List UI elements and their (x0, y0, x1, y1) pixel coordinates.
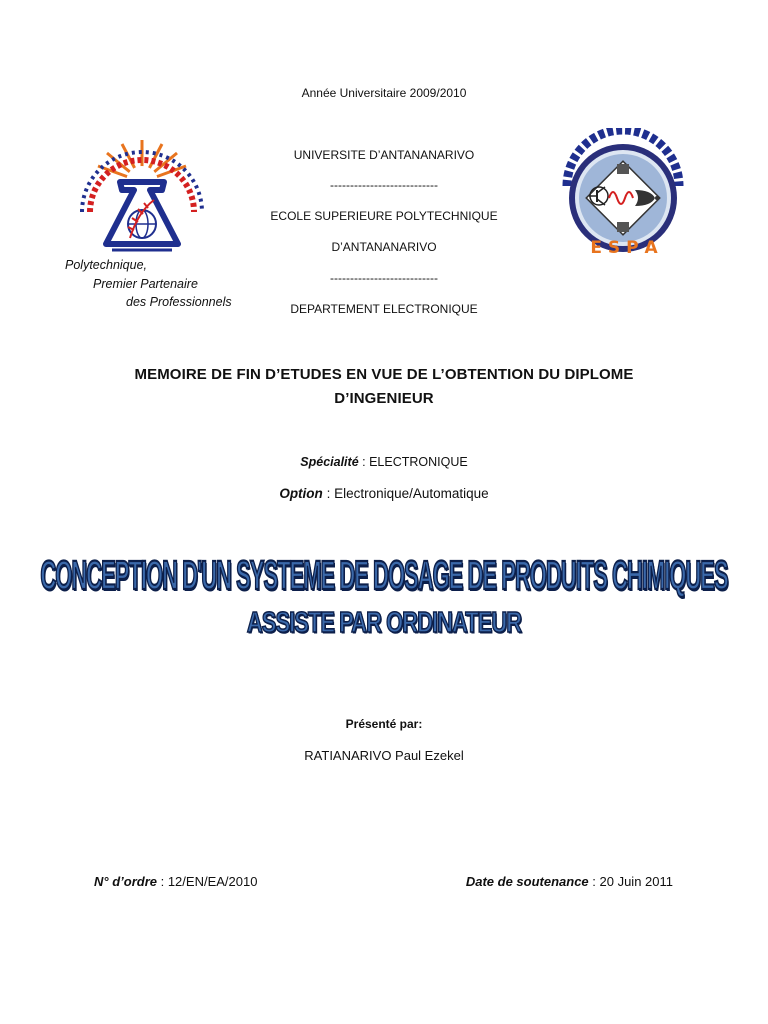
defense-value: : 20 Juin 2011 (588, 874, 673, 889)
memoir-title-line2: D’INGENIEUR (334, 390, 434, 407)
motto-line3: des Professionnels (126, 295, 232, 309)
option-label: Option (279, 486, 323, 501)
separator-line: --------------------------- (330, 271, 438, 285)
espa-letters: E S P A (590, 238, 658, 258)
school-logo (72, 120, 212, 255)
separator-line: --------------------------- (330, 178, 438, 192)
specialty-label: Spécialité (300, 455, 359, 469)
university-name: UNIVERSITE D’ANTANANARIVO (293, 148, 475, 162)
order-label: N° d’ordre (94, 874, 157, 889)
defense-label: Date de soutenance (465, 874, 589, 889)
order-number (94, 874, 257, 889)
author-name: RATIANARIVO Paul Ezekel (304, 748, 464, 763)
school-name-line1: ECOLE SUPERIEURE POLYTECHNIQUE (270, 209, 498, 223)
motto-line2: Premier Partenaire (93, 277, 198, 291)
memoir-title-line1: MEMOIRE DE FIN D’ETUDES EN VUE DE L’OBTENTION DU DIPLOME (134, 366, 634, 383)
academic-year: Année Universitaire 2009/2010 (301, 86, 467, 100)
option-value: : Electronique/Automatique (322, 486, 489, 501)
specialty-value: : ELECTRONIQUE (358, 455, 468, 469)
specialty (0, 455, 768, 469)
thesis-title-line2: ASSISTE PAR ORDINATEUR (246, 606, 522, 639)
thesis-title-line1: CONCEPTION D'UN SYSTEME DE DOSAGE DE PRODUITS CHIMIQUES (40, 552, 728, 599)
school-name-line2: D’ANTANANARIVO (331, 240, 437, 254)
department-name: DEPARTEMENT ELECTRONIQUE (290, 302, 478, 316)
motto-line1: Polytechnique, (65, 258, 148, 272)
defense-date (466, 874, 673, 889)
presented-by-label: Présenté par: (345, 717, 423, 731)
option (0, 486, 768, 501)
order-value: : 12/EN/EA/2010 (156, 874, 258, 889)
